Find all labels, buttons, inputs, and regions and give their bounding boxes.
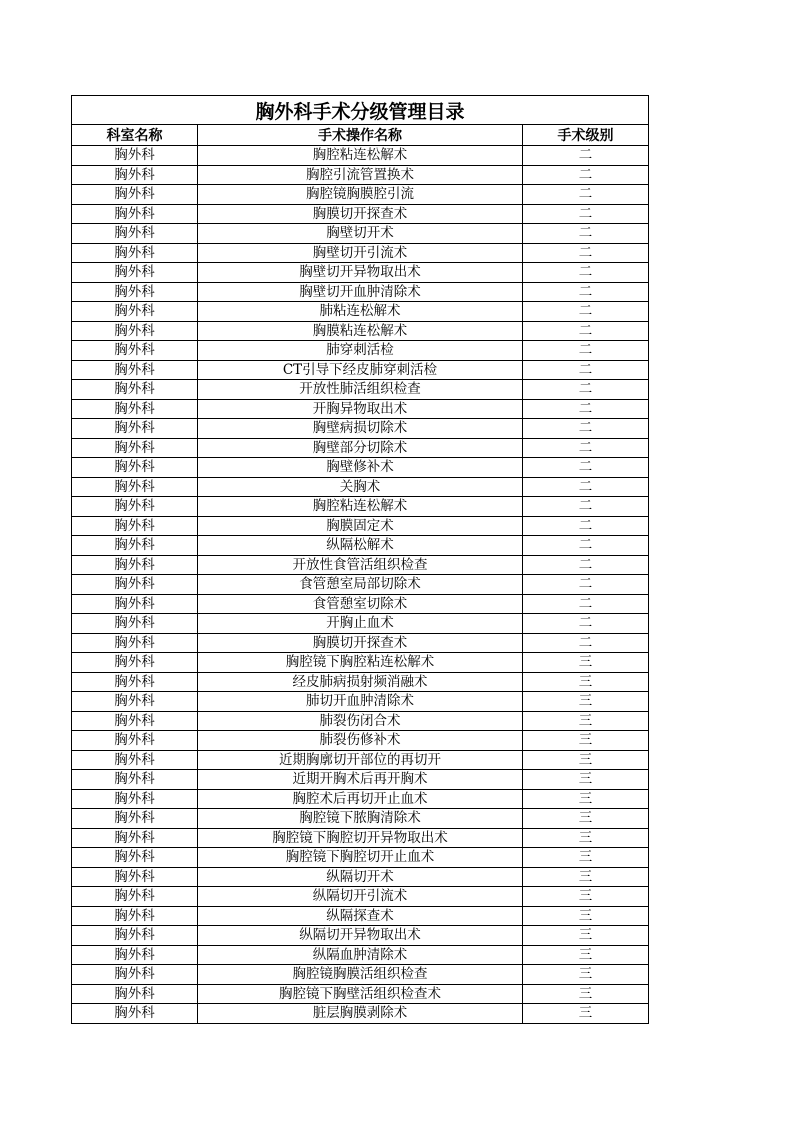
table-row [72, 419, 649, 439]
cell-procedure: 胸壁部分切除术 [198, 438, 523, 458]
cell-department: 胸外科 [72, 224, 198, 244]
cell-procedure: 食管憩室局部切除术 [198, 575, 523, 595]
cell-department: 胸外科 [72, 906, 198, 926]
cell-procedure: 肺穿刺活检 [198, 341, 523, 361]
cell-level: 二 [523, 438, 649, 458]
cell-department: 胸外科 [72, 555, 198, 575]
cell-department: 胸外科 [72, 653, 198, 673]
table-row [72, 438, 649, 458]
table-title: 胸外科手术分级管理目录 [72, 96, 649, 125]
cell-department: 胸外科 [72, 848, 198, 868]
cell-department: 胸外科 [72, 789, 198, 809]
cell-procedure: 胸腔镜下胸腔粘连松解术 [198, 653, 523, 673]
cell-department: 胸外科 [72, 984, 198, 1004]
cell-procedure: 近期胸廓切开部位的再切开 [198, 750, 523, 770]
table-row [72, 789, 649, 809]
cell-level: 二 [523, 185, 649, 205]
table-row [72, 458, 649, 478]
cell-procedure: 肺切开血肿清除术 [198, 692, 523, 712]
cell-procedure: 经皮肺病损射频消融术 [198, 672, 523, 692]
cell-department: 胸外科 [72, 633, 198, 653]
cell-procedure: 脏层胸膜剥除术 [198, 1004, 523, 1024]
cell-level: 三 [523, 926, 649, 946]
table-row [72, 321, 649, 341]
cell-level: 三 [523, 809, 649, 829]
cell-procedure: CT引导下经皮肺穿刺活检 [198, 360, 523, 380]
table-row [72, 341, 649, 361]
cell-level: 三 [523, 653, 649, 673]
table-row [72, 575, 649, 595]
cell-procedure: 关胸术 [198, 477, 523, 497]
cell-department: 胸外科 [72, 867, 198, 887]
cell-procedure: 开放性肺活组织检查 [198, 380, 523, 400]
cell-department: 胸外科 [72, 458, 198, 478]
cell-level: 三 [523, 789, 649, 809]
table-row [72, 360, 649, 380]
table-row [72, 731, 649, 751]
cell-level: 二 [523, 341, 649, 361]
cell-procedure: 胸腔术后再切开止血术 [198, 789, 523, 809]
cell-level: 二 [523, 321, 649, 341]
cell-procedure: 纵隔切开术 [198, 867, 523, 887]
cell-level: 三 [523, 848, 649, 868]
table-row [72, 984, 649, 1004]
cell-procedure: 近期开胸术后再开胸术 [198, 770, 523, 790]
cell-procedure: 胸腔镜下胸壁活组织检查术 [198, 984, 523, 1004]
cell-department: 胸外科 [72, 614, 198, 634]
cell-procedure: 胸壁修补术 [198, 458, 523, 478]
cell-procedure: 肺粘连松解术 [198, 302, 523, 322]
table-row [72, 477, 649, 497]
table-row [72, 672, 649, 692]
table-row [72, 828, 649, 848]
table-row [72, 165, 649, 185]
cell-department: 胸外科 [72, 165, 198, 185]
cell-procedure: 胸壁切开引流术 [198, 243, 523, 263]
cell-procedure: 胸壁病损切除术 [198, 419, 523, 439]
cell-level: 二 [523, 224, 649, 244]
cell-level: 三 [523, 1004, 649, 1024]
cell-level: 二 [523, 263, 649, 283]
cell-level: 三 [523, 770, 649, 790]
cell-level: 二 [523, 536, 649, 556]
table-row [72, 926, 649, 946]
cell-department: 胸外科 [72, 828, 198, 848]
table-row [72, 380, 649, 400]
cell-level: 二 [523, 399, 649, 419]
cell-procedure: 胸膜切开探查术 [198, 633, 523, 653]
header-row [72, 125, 649, 146]
table-row [72, 594, 649, 614]
cell-department: 胸外科 [72, 185, 198, 205]
table-row [72, 497, 649, 517]
table-row [72, 146, 649, 166]
cell-level: 二 [523, 477, 649, 497]
cell-procedure: 胸壁切开血肿清除术 [198, 282, 523, 302]
cell-department: 胸外科 [72, 731, 198, 751]
table-row [72, 243, 649, 263]
cell-procedure: 胸腔粘连松解术 [198, 497, 523, 517]
table-row [72, 965, 649, 985]
cell-level: 二 [523, 204, 649, 224]
cell-level: 三 [523, 828, 649, 848]
header-procedure: 手术操作名称 [198, 125, 523, 146]
cell-department: 胸外科 [72, 809, 198, 829]
cell-procedure: 食管憩室切除术 [198, 594, 523, 614]
cell-department: 胸外科 [72, 575, 198, 595]
cell-department: 胸外科 [72, 594, 198, 614]
table-row [72, 633, 649, 653]
table-row [72, 614, 649, 634]
cell-level: 三 [523, 711, 649, 731]
table-row [72, 224, 649, 244]
cell-level: 二 [523, 458, 649, 478]
cell-department: 胸外科 [72, 477, 198, 497]
cell-level: 二 [523, 282, 649, 302]
table-row [72, 653, 649, 673]
cell-department: 胸外科 [72, 419, 198, 439]
cell-department: 胸外科 [72, 692, 198, 712]
cell-procedure: 开胸异物取出术 [198, 399, 523, 419]
cell-level: 三 [523, 867, 649, 887]
cell-department: 胸外科 [72, 945, 198, 965]
table-row [72, 302, 649, 322]
cell-procedure: 纵隔切开引流术 [198, 887, 523, 907]
cell-procedure: 胸腔镜下脓胸清除术 [198, 809, 523, 829]
cell-department: 胸外科 [72, 926, 198, 946]
cell-procedure: 胸腔镜下胸腔切开止血术 [198, 848, 523, 868]
cell-procedure: 胸腔引流管置换术 [198, 165, 523, 185]
cell-procedure: 胸腔粘连松解术 [198, 146, 523, 166]
cell-level: 三 [523, 906, 649, 926]
cell-department: 胸外科 [72, 672, 198, 692]
cell-procedure: 胸腔镜下胸腔切开异物取出术 [198, 828, 523, 848]
table-row [72, 399, 649, 419]
header-level: 手术级别 [523, 125, 649, 146]
cell-procedure: 开放性食管活组织检查 [198, 555, 523, 575]
cell-department: 胸外科 [72, 282, 198, 302]
cell-department: 胸外科 [72, 204, 198, 224]
cell-level: 二 [523, 360, 649, 380]
cell-level: 三 [523, 984, 649, 1004]
cell-department: 胸外科 [72, 438, 198, 458]
cell-department: 胸外科 [72, 536, 198, 556]
cell-department: 胸外科 [72, 497, 198, 517]
table-row [72, 692, 649, 712]
cell-department: 胸外科 [72, 711, 198, 731]
table-row [72, 555, 649, 575]
cell-level: 三 [523, 672, 649, 692]
cell-department: 胸外科 [72, 380, 198, 400]
table-row [72, 887, 649, 907]
table-row [72, 750, 649, 770]
cell-department: 胸外科 [72, 321, 198, 341]
cell-level: 三 [523, 731, 649, 751]
cell-procedure: 胸膜固定术 [198, 516, 523, 536]
cell-level: 三 [523, 945, 649, 965]
cell-level: 二 [523, 594, 649, 614]
cell-procedure: 纵隔血肿清除术 [198, 945, 523, 965]
cell-procedure: 胸膜切开探查术 [198, 204, 523, 224]
cell-procedure: 肺裂伤闭合术 [198, 711, 523, 731]
table-row [72, 945, 649, 965]
cell-department: 胸外科 [72, 302, 198, 322]
cell-department: 胸外科 [72, 341, 198, 361]
cell-procedure: 胸壁切开异物取出术 [198, 263, 523, 283]
cell-level: 二 [523, 146, 649, 166]
cell-department: 胸外科 [72, 965, 198, 985]
table-row [72, 848, 649, 868]
table-body [72, 146, 649, 1024]
cell-department: 胸外科 [72, 243, 198, 263]
cell-department: 胸外科 [72, 1004, 198, 1024]
table-row [72, 204, 649, 224]
cell-level: 三 [523, 965, 649, 985]
cell-procedure: 纵隔松解术 [198, 536, 523, 556]
cell-level: 三 [523, 887, 649, 907]
cell-level: 二 [523, 555, 649, 575]
cell-department: 胸外科 [72, 750, 198, 770]
cell-level: 二 [523, 419, 649, 439]
cell-level: 二 [523, 380, 649, 400]
table-row [72, 263, 649, 283]
cell-procedure: 纵隔探查术 [198, 906, 523, 926]
cell-level: 二 [523, 497, 649, 517]
surgery-grading-table [71, 95, 649, 1024]
table-row [72, 536, 649, 556]
cell-department: 胸外科 [72, 360, 198, 380]
cell-procedure: 胸腔镜胸膜活组织检查 [198, 965, 523, 985]
cell-procedure: 胸腔镜胸膜腔引流 [198, 185, 523, 205]
cell-level: 二 [523, 614, 649, 634]
cell-department: 胸外科 [72, 516, 198, 536]
cell-procedure: 开胸止血术 [198, 614, 523, 634]
cell-level: 三 [523, 692, 649, 712]
table-row [72, 516, 649, 536]
title-row [72, 96, 649, 125]
cell-level: 二 [523, 243, 649, 263]
cell-procedure: 纵隔切开异物取出术 [198, 926, 523, 946]
table-row [72, 770, 649, 790]
table-row [72, 809, 649, 829]
cell-level: 三 [523, 750, 649, 770]
cell-department: 胸外科 [72, 399, 198, 419]
cell-level: 二 [523, 633, 649, 653]
cell-procedure: 胸壁切开术 [198, 224, 523, 244]
cell-level: 二 [523, 165, 649, 185]
cell-department: 胸外科 [72, 887, 198, 907]
table-row [72, 906, 649, 926]
table-row [72, 867, 649, 887]
header-department: 科室名称 [72, 125, 198, 146]
cell-level: 二 [523, 516, 649, 536]
table-row [72, 1004, 649, 1024]
cell-procedure: 胸膜粘连松解术 [198, 321, 523, 341]
cell-level: 二 [523, 302, 649, 322]
cell-level: 二 [523, 575, 649, 595]
cell-procedure: 肺裂伤修补术 [198, 731, 523, 751]
table-row [72, 185, 649, 205]
table-row [72, 711, 649, 731]
cell-department: 胸外科 [72, 263, 198, 283]
table-row [72, 282, 649, 302]
cell-department: 胸外科 [72, 146, 198, 166]
cell-department: 胸外科 [72, 770, 198, 790]
